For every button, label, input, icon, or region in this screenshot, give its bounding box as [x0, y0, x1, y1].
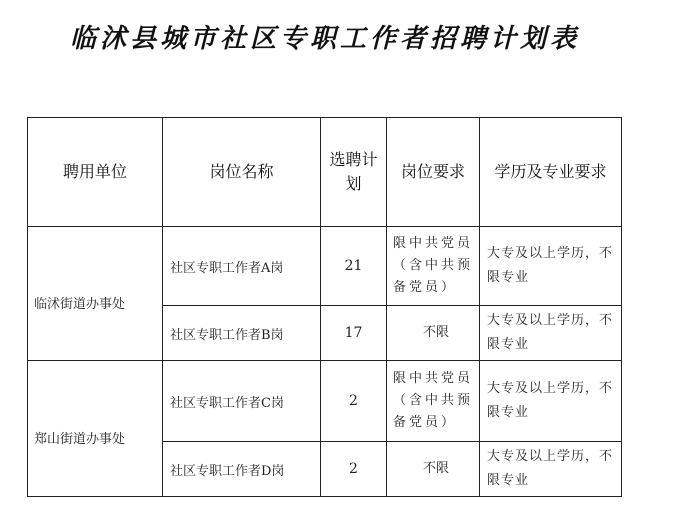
plan-cell: 2: [321, 442, 387, 497]
position-cell: 社区专职工作者B岗: [163, 306, 321, 361]
header-plan: 选聘计划: [321, 118, 387, 227]
recruitment-plan-table: [27, 117, 622, 497]
plan-cell: 21: [321, 227, 387, 306]
plan-cell: 17: [321, 306, 387, 361]
header-education: 学历及专业要求: [480, 118, 622, 227]
page-title: 临沭县城市社区专职工作者招聘计划表: [70, 24, 581, 54]
requirement-cell: 不限: [387, 442, 480, 497]
position-cell: 社区专职工作者C岗: [163, 361, 321, 442]
unit-name: 郑山街道办事处: [34, 432, 126, 447]
education-cell: 大专及以上学历，不限专业: [480, 306, 622, 361]
requirement-cell: 不限: [387, 306, 480, 361]
unit-cell: [28, 227, 163, 361]
education-cell: 大专及以上学历，不限专业: [480, 227, 622, 306]
education-cell: 大专及以上学历，不限专业: [480, 361, 622, 442]
position-cell: 社区专职工作者A岗: [163, 227, 321, 306]
table-row: [28, 227, 622, 306]
header-unit: 聘用单位: [28, 118, 163, 227]
plan-cell: 2: [321, 361, 387, 442]
table-header-row: [28, 118, 622, 227]
position-cell: 社区专职工作者D岗: [163, 442, 321, 497]
header-requirement: 岗位要求: [387, 118, 480, 227]
unit-cell: [28, 361, 163, 497]
table-row: [28, 361, 622, 442]
education-cell: 大专及以上学历，不限专业: [480, 442, 622, 497]
unit-name: 临沭街道办事处: [34, 297, 126, 312]
requirement-cell: 限中共党员（含中共预备党员）: [387, 227, 480, 306]
requirement-cell: 限中共党员（含中共预备党员）: [387, 361, 480, 442]
header-position: 岗位名称: [163, 118, 321, 227]
